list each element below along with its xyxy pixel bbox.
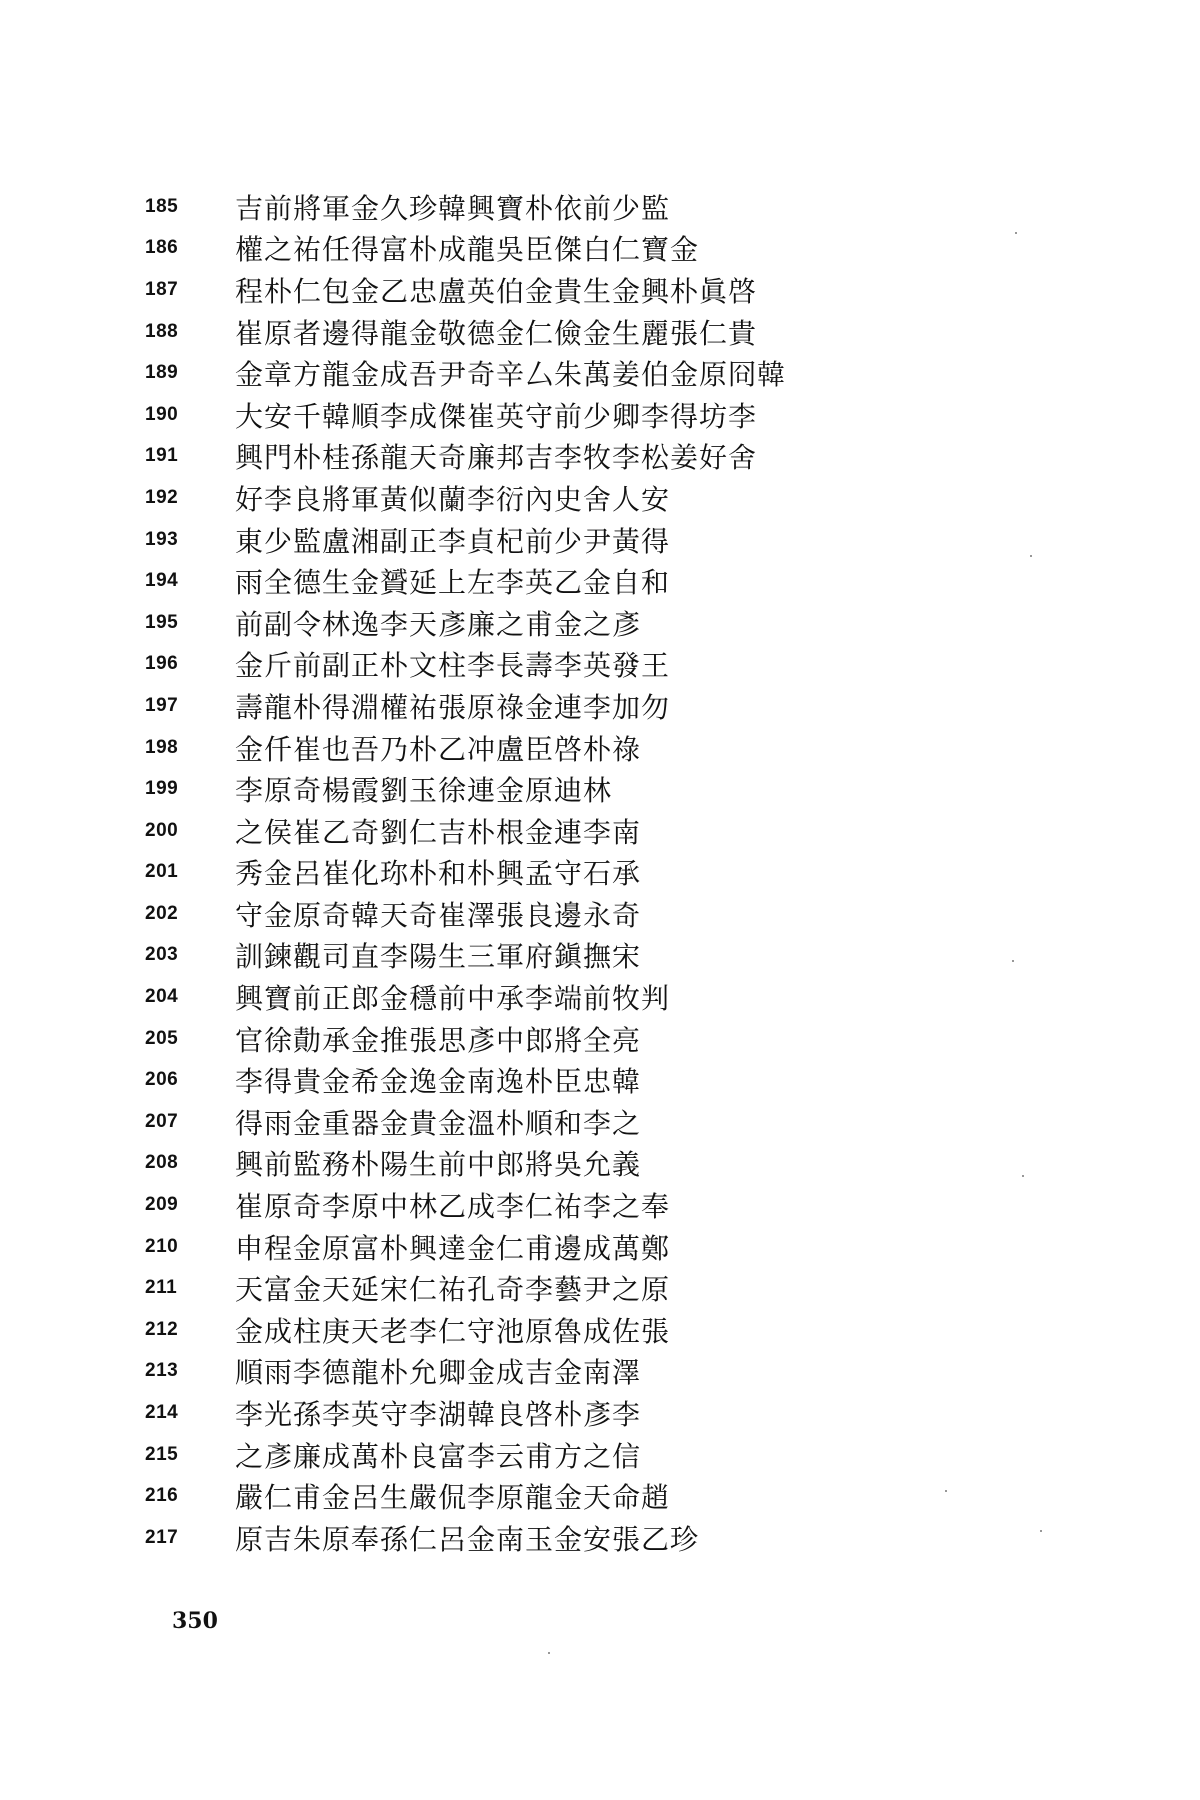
list-line — [145, 768, 1045, 810]
scan-speck — [1022, 1175, 1024, 1177]
line-number: 194 — [145, 570, 179, 592]
list-line — [145, 852, 1045, 894]
line-number: 202 — [145, 902, 179, 924]
line-text: 原吉朱原奉孫仁呂金南玉金安張乙珍 — [235, 1522, 700, 1556]
list-line — [145, 1392, 1045, 1434]
line-number: 188 — [145, 320, 179, 342]
line-text: 金章方龍金成吾尹奇辛厶朱萬姜伯金原冏韓 — [235, 358, 787, 392]
line-number: 213 — [145, 1360, 179, 1382]
line-text: 金成柱庚天老李仁守池原魯成佐張 — [235, 1314, 671, 1348]
line-number: 187 — [145, 278, 179, 300]
list-line — [145, 1143, 1045, 1185]
line-text: 金斤前副正朴文柱李長壽李英發王 — [235, 649, 671, 683]
line-text: 申程金原富朴興達金仁甫邊成萬鄭 — [235, 1231, 671, 1265]
line-text: 守金原奇韓天奇崔澤張良邊永奇 — [235, 898, 642, 932]
line-number: 216 — [145, 1485, 179, 1507]
list-line — [145, 311, 1045, 353]
line-number: 200 — [145, 819, 179, 841]
line-text: 李得貴金希金逸金南逸朴臣忠韓 — [235, 1065, 642, 1099]
line-text: 崔原者邊得龍金敬德金仁儉金生麗張仁貴 — [235, 316, 758, 350]
page-number: 350 — [172, 1608, 218, 1634]
line-number: 196 — [145, 653, 179, 675]
list-line — [145, 394, 1045, 436]
line-text: 好李良將軍黃似蘭李衍內史舍人安 — [235, 482, 671, 516]
line-number: 201 — [145, 861, 179, 883]
list-line — [145, 602, 1045, 644]
list-line — [145, 186, 1045, 228]
list-line — [145, 519, 1045, 561]
line-text: 大安千韓順李成傑崔英守前少卿李得坊李 — [235, 399, 758, 433]
list-line — [145, 1059, 1045, 1101]
line-text: 天富金天延宋仁祐孔奇李藝尹之原 — [235, 1273, 671, 1307]
line-number: 193 — [145, 528, 179, 550]
list-line — [145, 1226, 1045, 1268]
line-number: 192 — [145, 486, 179, 508]
line-number: 207 — [145, 1110, 179, 1132]
line-number: 209 — [145, 1194, 179, 1216]
line-text: 吉前將軍金久珍韓興寶朴依前少監 — [235, 191, 671, 225]
list-line — [145, 935, 1045, 977]
line-number: 205 — [145, 1027, 179, 1049]
line-text: 興前監務朴陽生前中郎將吳允義 — [235, 1148, 642, 1182]
line-text: 東少監盧湘副正李貞杞前少尹黃得 — [235, 524, 671, 558]
line-text: 前副令林逸李天彥廉之甫金之彥 — [235, 607, 642, 641]
line-number: 212 — [145, 1318, 179, 1340]
name-list — [145, 186, 1045, 1559]
line-text: 興寶前正郎金穩前中承李端前牧判 — [235, 982, 671, 1016]
list-line — [145, 685, 1045, 727]
list-line — [145, 1101, 1045, 1143]
line-text: 李光孫李英守李湖韓良啓朴彥李 — [235, 1398, 642, 1432]
line-number: 217 — [145, 1526, 179, 1548]
line-number: 214 — [145, 1402, 179, 1424]
list-line — [145, 810, 1045, 852]
line-text: 程朴仁包金乙忠盧英伯金貴生金興朴眞啓 — [235, 274, 758, 308]
list-line — [145, 1517, 1045, 1559]
scan-speck — [1012, 960, 1014, 962]
scan-speck — [1030, 555, 1032, 557]
list-line — [145, 644, 1045, 686]
list-line — [145, 228, 1045, 270]
line-number: 215 — [145, 1443, 179, 1465]
line-text: 之彥廉成萬朴良富李云甫方之信 — [235, 1439, 642, 1473]
line-text: 秀金呂崔化珎朴和朴興孟守石承 — [235, 857, 642, 891]
list-line — [145, 560, 1045, 602]
line-text: 壽龍朴得淵權祐張原祿金連李加勿 — [235, 690, 671, 724]
list-line — [145, 1018, 1045, 1060]
line-text: 李原奇楊霞劉玉徐連金原迪林 — [235, 774, 613, 808]
line-number: 208 — [145, 1152, 179, 1174]
line-text: 雨全德生金贇延上左李英乙金自和 — [235, 566, 671, 600]
line-number: 195 — [145, 611, 179, 633]
scan-speck — [945, 1490, 947, 1492]
list-line — [145, 1434, 1045, 1476]
list-line — [145, 436, 1045, 478]
line-number: 190 — [145, 403, 179, 425]
line-number: 186 — [145, 237, 179, 259]
line-text: 金仟崔也吾乃朴乙冲盧臣啓朴祿 — [235, 732, 642, 766]
line-number: 197 — [145, 694, 179, 716]
line-text: 崔原奇李原中林乙成李仁祐李之奉 — [235, 1190, 671, 1224]
line-number: 206 — [145, 1069, 179, 1091]
line-text: 權之祐任得富朴成龍吳臣傑白仁寶金 — [235, 233, 700, 267]
line-number: 199 — [145, 778, 179, 800]
scan-speck — [1040, 1530, 1042, 1532]
list-line — [145, 1351, 1045, 1393]
line-number: 189 — [145, 362, 179, 384]
line-number: 204 — [145, 986, 179, 1008]
line-number: 191 — [145, 445, 179, 467]
line-text: 嚴仁甫金呂生嚴侃李原龍金天命趙 — [235, 1481, 671, 1515]
list-line — [145, 893, 1045, 935]
line-text: 興門朴桂孫龍天奇廉邦吉李牧李松姜好舍 — [235, 441, 758, 475]
line-text: 訓鍊觀司直李陽生三軍府鎭撫宋 — [235, 940, 642, 974]
line-number: 211 — [145, 1277, 178, 1299]
list-line — [145, 477, 1045, 519]
list-line — [145, 1475, 1045, 1517]
list-line — [145, 976, 1045, 1018]
line-number: 198 — [145, 736, 179, 758]
line-number: 203 — [145, 944, 179, 966]
scan-speck — [1015, 232, 1017, 234]
line-text: 得雨金重器金貴金溫朴順和李之 — [235, 1106, 642, 1140]
line-number: 210 — [145, 1235, 179, 1257]
line-text: 之侯崔乙奇劉仁吉朴根金連李南 — [235, 815, 642, 849]
line-text: 順雨李德龍朴允卿金成吉金南澤 — [235, 1356, 642, 1390]
list-line — [145, 1309, 1045, 1351]
line-number: 185 — [145, 195, 179, 217]
list-line — [145, 1184, 1045, 1226]
scan-speck — [548, 1652, 550, 1654]
list-line — [145, 727, 1045, 769]
list-line — [145, 1267, 1045, 1309]
list-line — [145, 352, 1045, 394]
line-text: 官徐勣承金推張思彥中郎將全亮 — [235, 1023, 642, 1057]
list-line — [145, 269, 1045, 311]
